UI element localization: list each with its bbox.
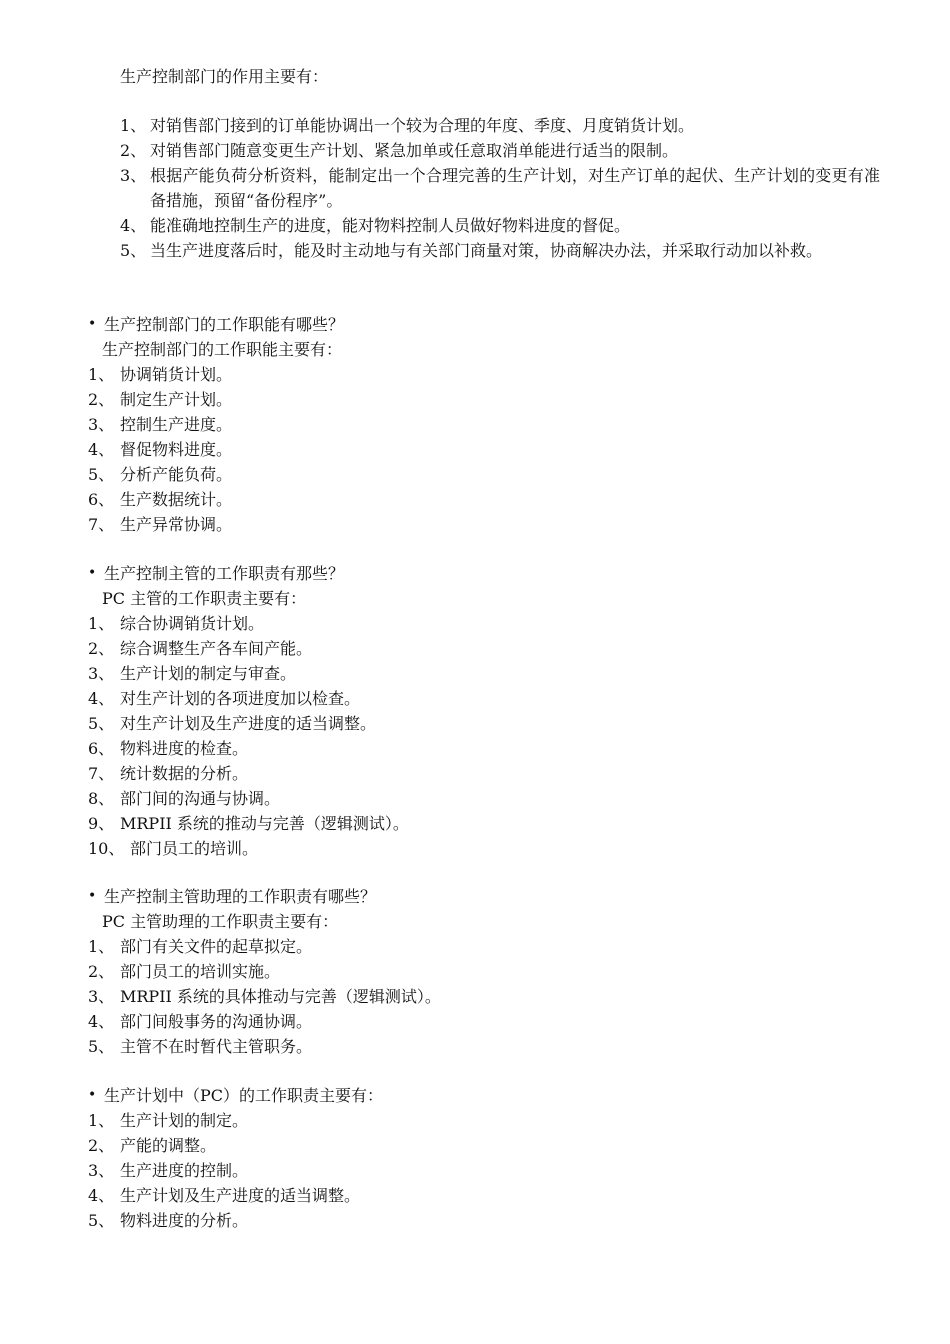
item-number: 4、 bbox=[88, 689, 115, 708]
item-number: 3、 bbox=[88, 1161, 115, 1180]
heading-text: 生产控制主管的工作职责有那些？ bbox=[104, 564, 345, 583]
list-item bbox=[88, 984, 868, 1009]
item-number: 4、 bbox=[88, 1012, 115, 1031]
item-text: 对生产计划及生产进度的适当调整。 bbox=[120, 714, 377, 733]
item-text: 能准确地控制生产的进度，能对物料控制人员做好物料进度的督促。 bbox=[150, 216, 631, 235]
bullet-icon: • bbox=[88, 1087, 97, 1103]
section-subheading: 生产控制部门的工作职能主要有： bbox=[102, 340, 343, 359]
item-text: 分析产能负荷。 bbox=[120, 465, 233, 484]
item-number: 4、 bbox=[88, 440, 115, 459]
item-number: 7、 bbox=[88, 764, 115, 783]
item-number: 10、 bbox=[88, 839, 125, 858]
list-item bbox=[88, 487, 868, 512]
item-text: 对销售部门接到的订单能协调出一个较为合理的年度、季度、月度销货计划。 bbox=[150, 116, 695, 135]
item-text: 主管不在时暂代主管职务。 bbox=[120, 1037, 313, 1056]
item-text: MRPII 系统的具体推动与完善（逻辑测试）。 bbox=[120, 987, 441, 1006]
item-number: 7、 bbox=[88, 515, 115, 534]
item-number: 1、 bbox=[120, 116, 147, 135]
list-item bbox=[88, 811, 868, 836]
item-number: 6、 bbox=[88, 490, 115, 509]
item-number: 2、 bbox=[120, 141, 147, 160]
list-item bbox=[88, 462, 868, 487]
roles-list bbox=[120, 113, 880, 263]
item-number: 5、 bbox=[120, 241, 147, 260]
list-item bbox=[88, 1133, 868, 1158]
item-text: 部门间的沟通与协调。 bbox=[120, 789, 281, 808]
item-number: 5、 bbox=[88, 714, 115, 733]
item-number: 8、 bbox=[88, 789, 115, 808]
list-item bbox=[88, 1208, 868, 1233]
section-heading bbox=[88, 561, 868, 586]
item-number: 5、 bbox=[88, 1037, 115, 1056]
item-text: 综合协调销货计划。 bbox=[120, 614, 265, 633]
bullet-icon: • bbox=[88, 565, 97, 581]
item-text: 制定生产计划。 bbox=[120, 390, 233, 409]
item-number: 3、 bbox=[88, 664, 115, 683]
item-number: 4、 bbox=[120, 216, 147, 235]
item-text: 物料进度的检查。 bbox=[120, 739, 249, 758]
list-item bbox=[88, 1158, 868, 1183]
list-item bbox=[88, 512, 868, 537]
list-item bbox=[88, 686, 868, 711]
list-item bbox=[88, 736, 868, 761]
item-number: 1、 bbox=[88, 937, 115, 956]
section-heading bbox=[88, 312, 868, 337]
list-item bbox=[88, 1108, 868, 1133]
intro-text: 生产控制部门的作用主要有： bbox=[120, 67, 329, 86]
item-number: 3、 bbox=[88, 415, 115, 434]
section-planner-duties bbox=[88, 1083, 868, 1233]
item-number: 2、 bbox=[88, 962, 115, 981]
item-number: 1、 bbox=[88, 365, 115, 384]
item-number: 2、 bbox=[88, 639, 115, 658]
item-text: 根据产能负荷分析资料，能制定出一个合理完善的生产计划，对生产订单的起伏、生产计划的变更有准备措施，预留“备份程序”。 bbox=[150, 166, 880, 210]
item-text: 生产计划的制定。 bbox=[120, 1111, 249, 1130]
item-text: 部门间般事务的沟通协调。 bbox=[120, 1012, 313, 1031]
heading-text: 生产控制主管助理的工作职责有哪些？ bbox=[104, 887, 377, 906]
section-department-functions bbox=[88, 312, 868, 537]
item-text: 生产进度的控制。 bbox=[120, 1161, 249, 1180]
item-number: 5、 bbox=[88, 465, 115, 484]
item-text: MRPII 系统的推动与完善（逻辑测试）。 bbox=[120, 814, 409, 833]
item-text: 综合调整生产各车间产能。 bbox=[120, 639, 313, 658]
list-item bbox=[88, 661, 868, 686]
item-number: 3、 bbox=[88, 987, 115, 1006]
list-item bbox=[120, 138, 880, 163]
section-subheading: PC 主管的工作职责主要有： bbox=[102, 589, 307, 608]
heading-text: 生产计划中（PC）的工作职责主要有： bbox=[104, 1086, 384, 1105]
list-item bbox=[88, 412, 868, 437]
section-subheading: PC 主管助理的工作职责主要有： bbox=[102, 912, 339, 931]
item-text: 生产计划的制定与审查。 bbox=[120, 664, 297, 683]
list-item bbox=[120, 238, 880, 263]
item-number: 1、 bbox=[88, 614, 115, 633]
item-text: 协调销货计划。 bbox=[120, 365, 233, 384]
list-item bbox=[88, 959, 868, 984]
item-text: 产能的调整。 bbox=[120, 1136, 217, 1155]
item-text: 对生产计划的各项进度加以检查。 bbox=[120, 689, 361, 708]
item-text: 生产计划及生产进度的适当调整。 bbox=[120, 1186, 361, 1205]
item-number: 5、 bbox=[88, 1211, 115, 1230]
section-manager-duties bbox=[88, 561, 868, 861]
list-item bbox=[88, 1034, 868, 1059]
item-number: 1、 bbox=[88, 1111, 115, 1130]
item-text: 部门员工的培训实施。 bbox=[120, 962, 281, 981]
item-text: 控制生产进度。 bbox=[120, 415, 233, 434]
heading-text: 生产控制部门的工作职能有哪些？ bbox=[104, 315, 345, 334]
section-heading bbox=[88, 884, 868, 909]
item-text: 对销售部门随意变更生产计划、紧急加单或任意取消单能进行适当的限制。 bbox=[150, 141, 679, 160]
bullet-icon: • bbox=[88, 316, 97, 332]
item-text: 部门有关文件的起草拟定。 bbox=[120, 937, 313, 956]
list-item bbox=[88, 1183, 868, 1208]
list-item bbox=[120, 163, 880, 213]
item-text: 部门员工的培训。 bbox=[130, 839, 259, 858]
list-item bbox=[88, 611, 868, 636]
list-item bbox=[88, 1009, 868, 1034]
item-text: 当生产进度落后时，能及时主动地与有关部门商量对策，协商解决办法，并采取行动加以补救。 bbox=[150, 241, 823, 260]
item-number: 6、 bbox=[88, 739, 115, 758]
list-item bbox=[88, 786, 868, 811]
list-item bbox=[88, 387, 868, 412]
list-item bbox=[120, 213, 880, 238]
item-text: 督促物料进度。 bbox=[120, 440, 233, 459]
item-number: 2、 bbox=[88, 390, 115, 409]
list-item bbox=[88, 636, 868, 661]
item-number: 9、 bbox=[88, 814, 115, 833]
item-number: 4、 bbox=[88, 1186, 115, 1205]
item-text: 生产数据统计。 bbox=[120, 490, 233, 509]
list-item bbox=[88, 934, 868, 959]
list-item bbox=[88, 437, 868, 462]
item-text: 生产异常协调。 bbox=[120, 515, 233, 534]
list-item bbox=[88, 362, 868, 387]
section-heading bbox=[88, 1083, 868, 1108]
item-text: 物料进度的分析。 bbox=[120, 1211, 249, 1230]
item-text: 统计数据的分析。 bbox=[120, 764, 249, 783]
section-assistant-duties bbox=[88, 884, 868, 1059]
item-number: 2、 bbox=[88, 1136, 115, 1155]
list-item bbox=[88, 761, 868, 786]
list-item bbox=[88, 836, 868, 861]
bullet-icon: • bbox=[88, 888, 97, 904]
list-item bbox=[88, 711, 868, 736]
item-number: 3、 bbox=[120, 166, 147, 185]
list-item bbox=[120, 113, 880, 138]
